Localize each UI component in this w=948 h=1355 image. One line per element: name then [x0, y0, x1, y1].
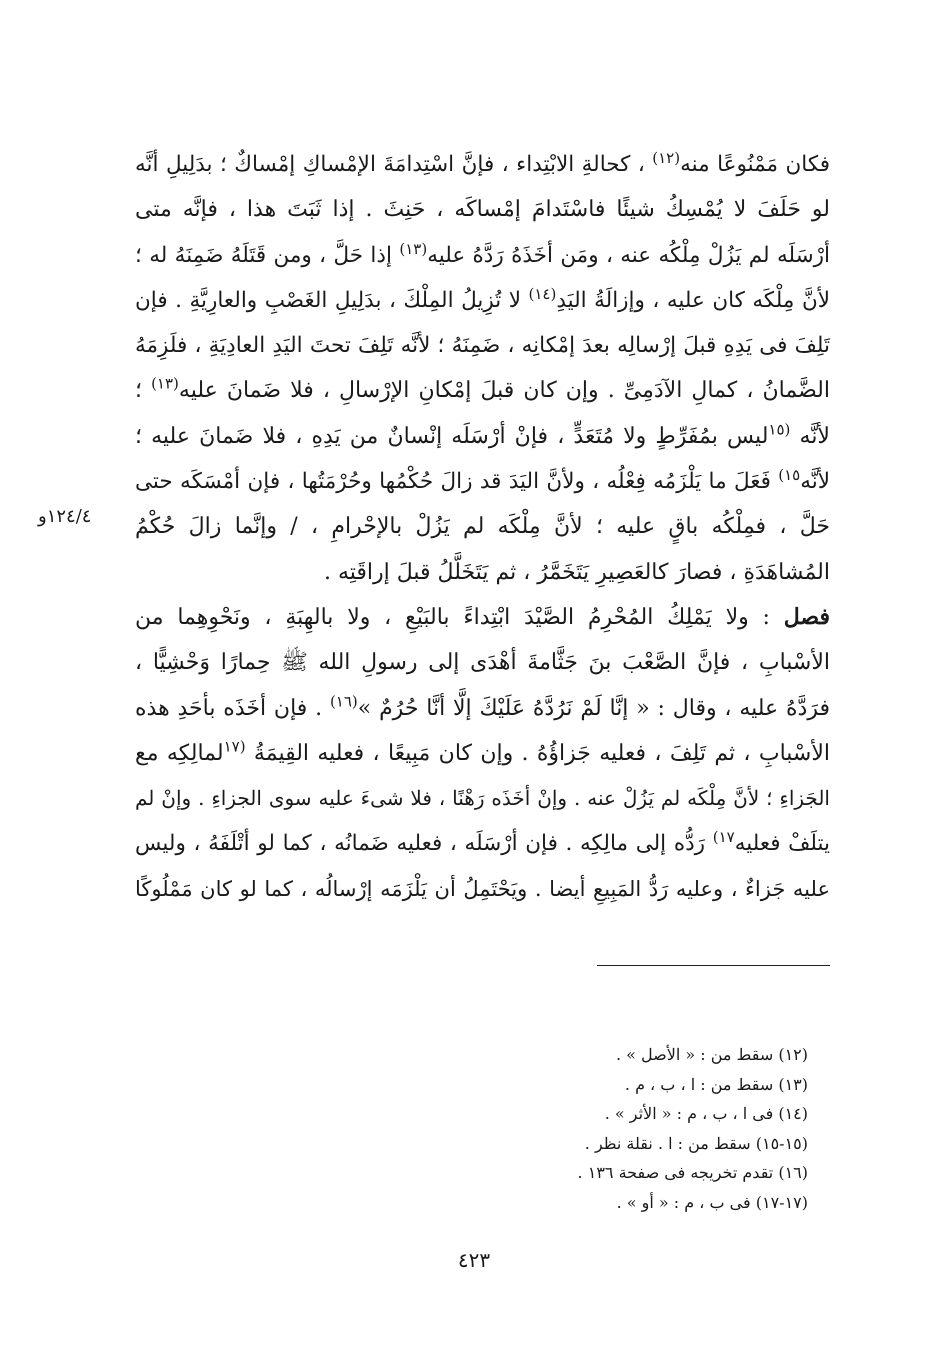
text-line: لأنَّ مِلْكَه كان عليه ، وإزالَةُ اليَدِ$^{(١٤)}$ لا تُزِيلُ المِلْكَ ، بدَلِيلِ الغَصْبِ والعارِيَّةِ . فإن	[135, 284, 830, 313]
text-line: حَلَّ ، فمِلْكُه باقٍ عليه ؛ لأنَّ مِلْكَه لم يَزُلْ بالإحْرامِ ، / وإنَّما زالَ حُكْمُ	[135, 514, 830, 540]
section-line: الأسْبابِ ، فإنَّ الصَّعْبَ بنَ جَثَّامةَ أهْدَى إلى رسولِ الله ﷺ حِمارًا وَحْشِيًّا ،	[135, 650, 831, 676]
section-line: الأسْبابِ ، ثم تَلِفَ ، فعليه جَزاؤُهُ . وإن كان مَبِيعًا ، فعليه القِيمَةُ $^{(١٧}$لمالِكِه مع	[135, 737, 831, 766]
text-line: لأنَّه$^{١٥)}$ فَعَلَ ما يَلْزَمُه فِعْلُه ، ولأنَّ اليَدَ قد زالَ حُكْمُها وحُرْمَتُها ، فإن أمْسَكَه حتى	[135, 465, 830, 495]
text-line: لو حَلَفَ لا يُمْسِكُ شيئًا فاسْتَدامَ إمْساكَه ، حَنِثَ . إذا ثَبَتَ هذا ، فإنَّه متى	[135, 197, 830, 223]
main-text	[135, 142, 830, 912]
text-line: المُشاهَدَةِ ، فصارَ كالعَصِيرِ يَتَخَمَّرُ ، ثم يَتَخَلَّلُ قبلَ إراقَتِه .	[323, 559, 830, 585]
section-label: فصل	[783, 603, 830, 630]
text-line: فكان مَمْنُوعًا منه$^{(١٢)}$ ، كحالةِ الابْتِداء ، فإنَّ اسْتِدامَةَ الإمْساكِ إمْساكٌ ؛ بدَلِيلِ أنَّه	[135, 148, 830, 177]
margin-folio-note: ١٢٤/٤و	[38, 506, 92, 527]
text-line: الضَّمانُ ، كمالِ الآدَمِىِّ . وإن كان قبلَ إمْكانِ الإرْسالِ ، فلا ضَمانَ عليه$^{(١٣)}$ ؛	[135, 375, 830, 404]
page-number: ٤٢٣	[457, 1248, 491, 1272]
section-line: عليه جَزاءٌ ، وعليه رَدُّ المَبِيعِ أيضا . ويَحْتَمِلُ أن يَلْزَمَه إرْسالُه ، كما لو كان مَمْلُوكًا	[135, 876, 830, 901]
footnote-divider	[597, 965, 830, 966]
footnote: (١٧-١٧) فى ب ، م : « أو » .	[616, 1192, 808, 1212]
footnote: (١٢) سقط من : « الأصل » .	[615, 1045, 808, 1064]
text-line: لأنَّه $^{(١٥}$ليس بمُفَرِّطٍ ولا مُتَعَدٍّ ، فإنْ أرْسَلَه إنْسانٌ من يَدِهِ ، فلا ضَمانَ عليه ؛	[135, 420, 830, 449]
footnote: (١٦) تقدم تخريجه فى صفحة ١٣٦ .	[577, 1163, 808, 1182]
section-line: الجَزاءِ ؛ لأنَّ مِلْكَه لم يَزُلْ عنه . وإنْ أخَذَه رَهْنًا ، فلا شىءَ عليه سوى الجزاءِ . وإنْ لم	[135, 786, 830, 811]
text-line: أرْسَلَه لم يَزُلْ مِلْكُه عنه ، ومَن أخَذَهُ رَدَّهُ عليه$^{(١٣)}$ إذا حَلَّ ، ومن قَتَلَهُ ضَمِنَهُ له ؛	[135, 239, 830, 268]
section-line: فصل : ولا يَمْلِكُ المُحْرِمُ الصَّيْدَ ابْتِداءً بالبَيْعِ ، ولا بالهِبَةِ ، ونَحْوِهِما من	[135, 603, 830, 630]
section-line: فرَدَّهُ عليه ، وقال : « إنَّا لَمْ نَرُدَّهُ عَلَيْكَ إلَّا أنَّا حُرُمٌ »$^{(١٦)}$ . فإن أخَذَه بأحَدِ هذه	[135, 692, 830, 721]
footnote: (١٥-١٥) سقط من : ا . نقلة نظر .	[584, 1133, 808, 1153]
text-line: تَلِفَ فى يَدِهِ قبلَ إرْسالِه بعدَ إمْكانِه ، ضَمِنَهُ ؛ لأنَّه تَلِفَ تحتَ اليَدِ العادِيَةِ ، فلَزِمَهُ	[135, 333, 830, 359]
section-line: يتلَفْ فعليه$^{١٧)}$ رَدُّه إلى مالِكِه . فإن أرْسَلَه ، فعليه ضَمانُه ، كما لو أتْلَفَهُ ، وليس	[135, 828, 830, 857]
footnote: (١٣) سقط من : ا ، ب ، م .	[624, 1074, 808, 1094]
footnote: (١٤) فى ا ، ب ، م : « الأثر » .	[604, 1104, 808, 1123]
footnotes	[408, 1040, 808, 1217]
